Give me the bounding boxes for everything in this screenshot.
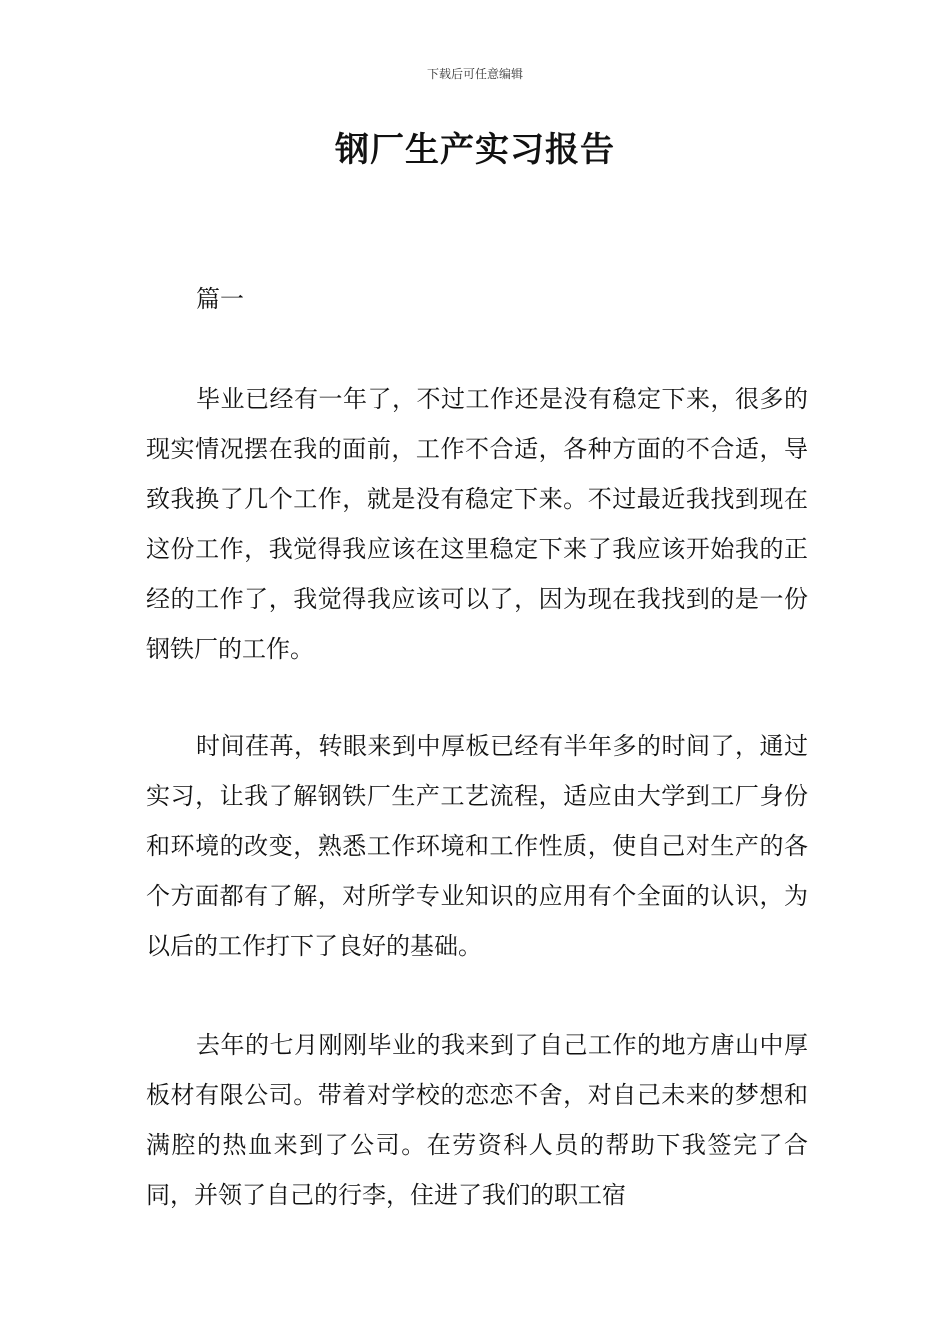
paragraph: 时间荏苒，转眼来到中厚板已经有半年多的时间了，通过实习，让我了解钢铁厂生产工艺流程，适应由大学到工厂身份和环境的改变，熟悉工作环境和工作性质，使自己对生产的各个方面都有了解，对所学专业知识的应用有个全面的认识，为以后的工作打下了良好的基础。 (146, 732, 808, 960)
header-note: 下载后可任意编辑 (426, 67, 523, 81)
paragraph: 去年的七月刚刚毕业的我来到了自己工作的地方唐山中厚板材有限公司。带着对学校的恋恋不舍，对自己未来的梦想和满腔的热血来到了公司。在劳资科人员的帮助下我签完了合同，并领了自己的行李，住进了我们的职工宿 (146, 1031, 808, 1209)
paragraph: 毕业已经有一年了，不过工作还是没有稳定下来，很多的现实情况摆在我的面前，工作不合适，各种方面的不合适，导致我换了几个工作，就是没有稳定下来。不过最近我找到现在这份工作，我觉得我应该在这里稳定下来了我应该开始我的正经的工作了，我觉得我应该可以了，因为现在我找到的是一份钢铁厂的工作。 (146, 385, 808, 663)
section-label: 篇一 (196, 285, 244, 313)
document-title: 钢厂生产实习报告 (335, 130, 615, 170)
